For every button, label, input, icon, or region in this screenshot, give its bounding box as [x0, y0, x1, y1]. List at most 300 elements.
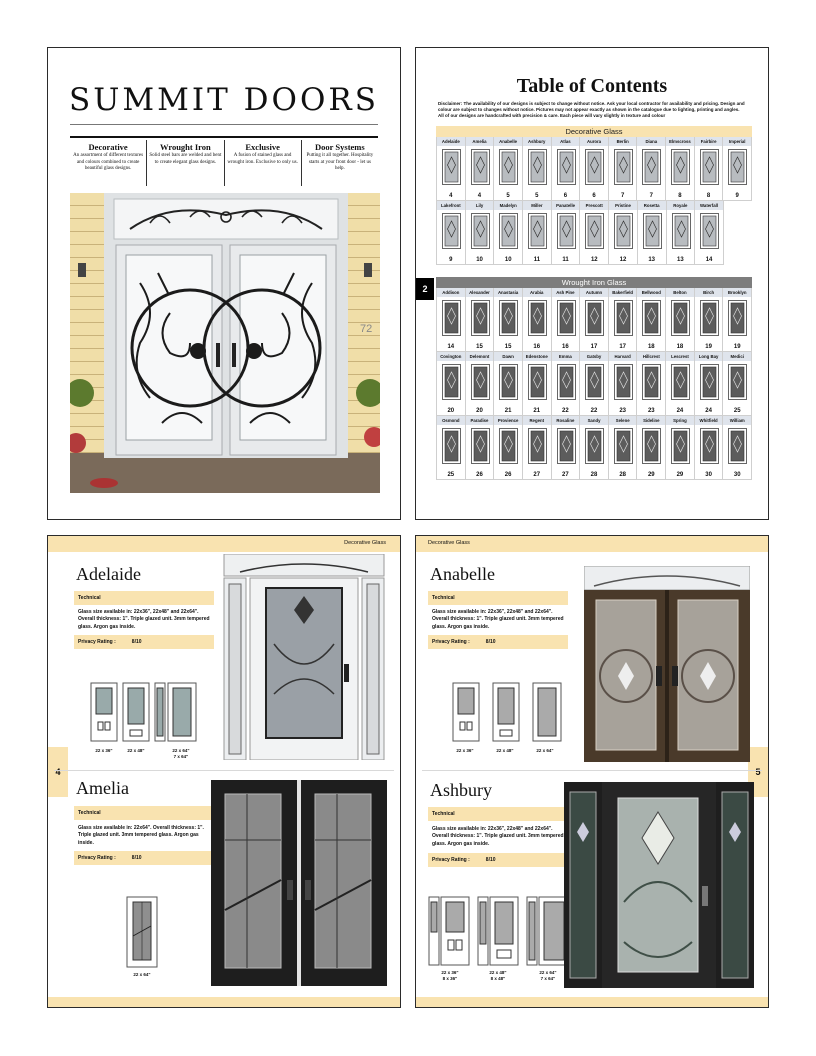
- toc-entry-page: 15: [476, 344, 483, 350]
- toc-entry-thumbnail: [471, 300, 489, 336]
- toc-wrought-section: [436, 277, 752, 480]
- toc-entry-page: 28: [590, 472, 598, 478]
- toc-entry[interactable]: [667, 201, 696, 265]
- feature-desc: Solid steel bars are welded and bent to create elegant glass designs.: [149, 153, 222, 165]
- toc-entry[interactable]: [695, 201, 724, 265]
- bottom-band: [48, 997, 400, 1007]
- privacy-rating-value: 8/10: [485, 857, 496, 863]
- toc-entry[interactable]: [466, 352, 495, 416]
- toc-entry-name: William: [723, 416, 751, 425]
- toc-entry-name: Whitfield: [695, 416, 723, 425]
- toc-entry[interactable]: [552, 137, 581, 201]
- toc-entry-thumbnail: [471, 213, 489, 249]
- privacy-rating-bar: [428, 853, 568, 867]
- privacy-rating-value: 8/10: [485, 639, 496, 645]
- size-caption: 22 x 64": [133, 972, 151, 977]
- toc-row: [436, 352, 752, 416]
- toc-row: [436, 416, 752, 480]
- size-caption-line: 8 x 48": [490, 976, 506, 982]
- toc-entry-name: Panatelle: [552, 201, 580, 210]
- toc-entry[interactable]: [580, 288, 609, 352]
- toc-entry-name: Hillcrest: [637, 352, 665, 361]
- toc-entry-name: Berlin: [609, 137, 637, 146]
- toc-entry-thumbnail: [700, 428, 718, 464]
- toc-entry-thumbnail: [442, 213, 460, 249]
- toc-entry-name: Madelyn: [494, 201, 522, 210]
- toc-entry-name: Adelaide: [437, 137, 465, 146]
- toc-entry[interactable]: [695, 352, 724, 416]
- cover-rule-thin: [70, 124, 378, 125]
- technical-bar: Technical: [428, 807, 568, 821]
- size-caption-line: 22 x 64": [172, 748, 190, 753]
- toc-entry-thumbnail: [557, 300, 575, 336]
- toc-entry-name: Selene: [609, 416, 637, 425]
- toc-entry-thumbnail: [557, 213, 575, 249]
- toc-row: [436, 137, 752, 201]
- toc-title: Table of Contents: [516, 75, 668, 97]
- toc-entry-page: 17: [619, 344, 626, 350]
- toc-entry-page: 5: [506, 193, 510, 199]
- toc-entry-page: 5: [535, 193, 539, 199]
- toc-entry-name: Bellwood: [637, 288, 665, 297]
- toc-entry-thumbnail: [643, 213, 661, 249]
- toc-entry-name: Royale: [667, 201, 695, 210]
- toc-entry-thumbnail: [557, 149, 575, 185]
- product-name: Anabelle: [430, 564, 495, 584]
- toc-entry-thumbnail: [671, 364, 689, 400]
- toc-entry[interactable]: [523, 288, 552, 352]
- toc-entry-thumbnail: [471, 149, 489, 185]
- toc-entry-page: 23: [619, 408, 626, 414]
- toc-entry-thumbnail: [614, 364, 632, 400]
- toc-entry-name: Spring: [666, 416, 694, 425]
- toc-entry-page: 16: [533, 344, 541, 350]
- toc-entry[interactable]: [523, 137, 552, 201]
- toc-entry-thumbnail: [700, 364, 718, 400]
- product-name: Adelaide: [76, 564, 141, 584]
- toc-entry-name: Fairbire: [695, 137, 723, 146]
- size-caption-line: 7 x 64": [173, 754, 189, 760]
- feature-decorative: [70, 140, 146, 186]
- toc-entry-page: 21: [504, 408, 512, 414]
- toc-entry-name: Sandy: [580, 416, 608, 425]
- toc-entry-page: 24: [705, 408, 712, 414]
- toc-entry-thumbnail: [471, 428, 489, 464]
- toc-entry[interactable]: [609, 201, 638, 265]
- toc-entry-name: Provience: [494, 416, 522, 425]
- toc-entry[interactable]: [723, 288, 752, 352]
- toc-entry[interactable]: [609, 416, 638, 480]
- toc-entry-page: 20: [447, 408, 455, 414]
- product-divider: [422, 770, 762, 771]
- toc-entry-page: 4: [477, 193, 482, 199]
- toc-entry-name: Osmond: [437, 416, 465, 425]
- toc-entry-thumbnail: [442, 300, 460, 336]
- toc-entry[interactable]: [609, 288, 638, 352]
- toc-entry-page: 12: [590, 257, 598, 263]
- toc-entry-name: Lescrest: [666, 352, 694, 361]
- toc-entry-name: Edenstone: [523, 352, 551, 361]
- toc-entry-page: 25: [447, 472, 455, 478]
- toc-entry[interactable]: [723, 352, 752, 416]
- toc-entry-page: 8: [678, 193, 682, 199]
- toc-entry[interactable]: [638, 201, 667, 265]
- disclaimer-text: Disclaimer: The availability of our designs is subject to change without notice. Ask your local contractor for availability and pricing. Design and colour are subject to changes without notice. Pictures may not appear exactly as shown in the catalogue due to lighting, printing and angles. All of our designs are handcrafted with precision & care. Each piece will vary slightly in texture and colour: [438, 101, 745, 119]
- toc-entry-name: Harvard: [609, 352, 637, 361]
- toc-entry-name: Regent: [523, 416, 551, 425]
- toc-row: [436, 201, 752, 265]
- toc-entry-thumbnail: [614, 300, 632, 336]
- toc-entry-thumbnail: [442, 428, 460, 464]
- toc-entry-name: Amelia: [466, 137, 494, 146]
- toc-entry-page: 8: [706, 193, 711, 199]
- toc-entry-page: 7: [649, 193, 653, 199]
- toc-entry-thumbnail: [499, 300, 517, 336]
- toc-row: [436, 288, 752, 352]
- toc-entry-name: Lily: [466, 201, 494, 210]
- adelaide-size-thumbnails: [90, 682, 200, 744]
- feature-desc: Putting it all together. Hospitality starts at your front door - let us help.: [306, 153, 374, 171]
- toc-entry[interactable]: [523, 201, 552, 265]
- toc-entry-name: Autumn: [580, 288, 608, 297]
- product-spec: Glass size available in: 22x36", 22x48" and 22x64". Overall thickness: 1". Triple glazed unit. 3mm tempered glass. Argon gas inside.: [78, 609, 210, 630]
- catalog-page-left: [47, 535, 401, 1008]
- size-caption: 22 x 64": [536, 748, 554, 753]
- privacy-rating-bar: [428, 635, 568, 649]
- technical-bar: Technical: [428, 591, 568, 605]
- toc-entry-page: 23: [647, 408, 655, 414]
- toc-entry-name: Ashbury: [523, 137, 551, 146]
- toc-entry-name: Diana: [637, 137, 665, 146]
- toc-entry-page: 14: [447, 344, 455, 350]
- feature-door-systems: [301, 140, 378, 186]
- toc-entry[interactable]: [523, 352, 552, 416]
- anabelle-door-image: [584, 566, 750, 762]
- toc-entry-thumbnail: [499, 149, 517, 185]
- toc-entry-name: Bakerfield: [609, 288, 637, 297]
- toc-entry-thumbnail: [499, 213, 517, 249]
- feature-title: Door Systems: [315, 142, 365, 152]
- toc-entry[interactable]: [466, 201, 495, 265]
- privacy-rating-label: Privacy Rating :: [78, 855, 116, 861]
- catalog-page-right: [415, 535, 769, 1008]
- toc-entry-page: 18: [647, 344, 655, 350]
- toc-entry[interactable]: [580, 137, 609, 201]
- toc-entry-name: Gatsby: [580, 352, 608, 361]
- toc-entry[interactable]: [437, 201, 466, 265]
- toc-entry-page: 11: [533, 257, 541, 263]
- adelaide-door-image: [220, 554, 388, 760]
- toc-entry-thumbnail: [442, 149, 460, 185]
- toc-entry-thumbnail: [671, 149, 689, 185]
- toc-entry-page: 6: [563, 193, 568, 199]
- toc-entry-name: Addison: [437, 288, 465, 297]
- toc-entry-page: 19: [733, 344, 741, 350]
- feature-title: Exclusive: [245, 142, 280, 152]
- toc-entry-page: 10: [504, 257, 512, 263]
- toc-entry-page: 16: [562, 344, 569, 350]
- toc-entry-thumbnail: [700, 149, 718, 185]
- privacy-rating-bar: [74, 851, 214, 865]
- toc-entry[interactable]: [437, 137, 466, 201]
- product-name: Ashbury: [430, 780, 492, 800]
- product-divider: [54, 770, 394, 771]
- toc-entry-thumbnail: [728, 428, 746, 464]
- toc-entry-page: 7: [620, 193, 625, 199]
- toc-entry[interactable]: [637, 352, 666, 416]
- toc-entry-name: Medici: [723, 352, 751, 361]
- toc-entry-thumbnail: [585, 428, 603, 464]
- toc-entry[interactable]: [666, 352, 695, 416]
- toc-entry[interactable]: [723, 416, 752, 480]
- feature-title: Wrought Iron: [159, 142, 211, 152]
- toc-entry-page: 27: [533, 472, 541, 478]
- toc-entry-page: 12: [619, 257, 627, 263]
- toc-entry-name: Aurora: [580, 137, 608, 146]
- toc-entry-name: Prescott: [580, 201, 608, 210]
- toc-entry-name: Dawn: [494, 352, 522, 361]
- toc-entry-thumbnail: [442, 364, 460, 400]
- toc-entry-name: Arabia: [523, 288, 551, 297]
- size-caption-line: 7 x 64": [540, 976, 556, 982]
- toc-entry-thumbnail: [557, 428, 575, 464]
- toc-entry-thumbnail: [614, 428, 632, 464]
- toc-entry-thumbnail: [642, 364, 660, 400]
- toc-entry-name: Paradise: [466, 416, 494, 425]
- toc-entry[interactable]: [552, 201, 581, 265]
- toc-entry-page: 22: [562, 408, 569, 414]
- size-caption-line: 22 x 48": [489, 970, 507, 975]
- toc-entry-name: Waterfall: [695, 201, 723, 210]
- toc-entry-name: Anabelle: [494, 137, 522, 146]
- page-number-tab: 4: [48, 747, 68, 797]
- size-caption: [478, 970, 518, 983]
- page-number-tab: 5: [748, 747, 768, 797]
- toc-entry-name: Imperial: [723, 137, 751, 146]
- toc-entry-name: Atlas: [552, 137, 580, 146]
- toc-entry[interactable]: [695, 137, 724, 201]
- decorative-glass-header: Decorative Glass: [436, 126, 752, 137]
- toc-entry[interactable]: [666, 416, 695, 480]
- toc-entry[interactable]: [437, 288, 466, 352]
- toc-entry-thumbnail: [672, 213, 690, 249]
- toc-entry-thumbnail: [585, 300, 603, 336]
- toc-entry-thumbnail: [499, 364, 517, 400]
- toc-entry-name: Ash Pine: [552, 288, 580, 297]
- toc-entry[interactable]: [637, 416, 666, 480]
- toc-entry-thumbnail: [557, 364, 575, 400]
- product-spec: Glass size available in: 22x36", 22x48" and 22x64". Overall thickness: 1". Triple glazed unit. 3mm tempered glass. Argon gas inside.: [432, 609, 564, 630]
- toc-page: [415, 47, 769, 520]
- toc-entry[interactable]: [580, 352, 609, 416]
- feature-wrought-iron: [146, 140, 223, 186]
- toc-entry[interactable]: [552, 288, 581, 352]
- toc-entry-name: Covington: [437, 352, 465, 361]
- size-caption-line: 22 x 64": [539, 970, 557, 975]
- toc-entry-page: 27: [562, 472, 569, 478]
- page-number-tab: 2: [416, 278, 434, 300]
- toc-entry-thumbnail: [499, 428, 517, 464]
- technical-bar: Technical: [74, 806, 214, 820]
- toc-entry-thumbnail: [642, 300, 660, 336]
- toc-entry-thumbnail: [614, 149, 632, 185]
- toc-entry[interactable]: [466, 416, 495, 480]
- toc-decorative-section: [436, 126, 752, 265]
- product-name: Amelia: [76, 778, 129, 798]
- toc-entry[interactable]: [466, 288, 495, 352]
- toc-entry-thumbnail: [585, 213, 603, 249]
- toc-entry[interactable]: [437, 352, 466, 416]
- toc-entry-page: 11: [562, 257, 569, 263]
- toc-entry[interactable]: [580, 416, 609, 480]
- toc-entry[interactable]: [494, 288, 523, 352]
- toc-entry-page: 13: [677, 257, 684, 263]
- toc-entry-thumbnail: [642, 428, 660, 464]
- technical-bar: Technical: [74, 591, 214, 605]
- toc-entry[interactable]: [494, 137, 523, 201]
- toc-entry-name: Anastasia: [494, 288, 522, 297]
- toc-entry-page: 13: [648, 257, 655, 263]
- toc-entry-thumbnail: [671, 428, 689, 464]
- feature-desc: An assortment of different textures and colours combined to create beautiful glass designs.: [73, 153, 144, 171]
- toc-entry-thumbnail: [528, 428, 546, 464]
- toc-entry-thumbnail: [728, 364, 746, 400]
- cover-page: [47, 47, 401, 520]
- toc-entry-page: 14: [705, 257, 713, 263]
- toc-entry-thumbnail: [728, 300, 746, 336]
- toc-entry[interactable]: [523, 416, 552, 480]
- toc-entry[interactable]: [695, 288, 724, 352]
- toc-entry-thumbnail: [614, 213, 632, 249]
- double-door-illustration: [70, 193, 380, 493]
- toc-entry-name: Rosaline: [552, 416, 580, 425]
- toc-entry-page: 15: [504, 344, 512, 350]
- ashbury-door-image: [564, 782, 754, 988]
- toc-entry-page: 29: [647, 472, 655, 478]
- cover-rule-thick: [70, 136, 378, 138]
- house-number: 72: [360, 323, 373, 335]
- size-caption-line: 22 x 36": [441, 970, 459, 975]
- toc-entry-page: 29: [676, 472, 684, 478]
- toc-entry-page: 26: [504, 472, 512, 478]
- toc-entry[interactable]: [494, 352, 523, 416]
- product-spec: Glass size available in: 22x36", 22x48" and 22x64". Overall thickness: 1". Triple glazed unit. 3mm tempered glass. Argon gas inside.: [432, 826, 564, 847]
- toc-entry-page: 20: [476, 408, 483, 414]
- feature-title: Decorative: [88, 142, 128, 152]
- section-label: Decorative Glass: [344, 540, 386, 546]
- privacy-rating-value: 8/10: [131, 639, 142, 645]
- product-spec: Glass size available in: 22x64". Overall thickness: 1". Triple glazed unit. 3mm tempered glass. Argon gas inside.: [78, 825, 204, 846]
- feature-columns: [70, 140, 378, 186]
- toc-entry[interactable]: [494, 416, 523, 480]
- feature-desc: A fusion of stained glass and wrought iron. Exclusive to only us.: [227, 153, 298, 165]
- toc-entry-thumbnail: [700, 213, 718, 249]
- toc-entry[interactable]: [466, 137, 495, 201]
- toc-entry-name: Brooklyn: [723, 288, 751, 297]
- toc-entry-page: 19: [705, 344, 712, 350]
- toc-entry-thumbnail: [585, 149, 603, 185]
- toc-entry-thumbnail: [642, 149, 660, 185]
- size-caption: [430, 970, 470, 983]
- toc-entry[interactable]: [494, 201, 523, 265]
- toc-entry-page: 25: [733, 408, 741, 414]
- amelia-size-thumbnail: [126, 896, 158, 968]
- toc-entry[interactable]: [637, 288, 666, 352]
- toc-entry[interactable]: [695, 416, 724, 480]
- toc-entry-thumbnail: [728, 149, 746, 185]
- toc-entry-thumbnail: [671, 300, 689, 336]
- toc-entry[interactable]: [580, 201, 609, 265]
- privacy-rating-label: Privacy Rating :: [78, 639, 116, 645]
- anabelle-size-thumbnails: [452, 682, 562, 744]
- toc-entry-name: Emma: [552, 352, 580, 361]
- section-label: Decorative Glass: [428, 540, 470, 546]
- toc-entry-name: Pristine: [609, 201, 637, 210]
- toc-entry[interactable]: [609, 352, 638, 416]
- toc-entry[interactable]: [666, 137, 695, 201]
- toc-entry-page: 26: [476, 472, 483, 478]
- toc-entry-page: 10: [476, 257, 483, 263]
- toc-entry[interactable]: [637, 137, 666, 201]
- toc-entry-name: Rosetta: [638, 201, 666, 210]
- cover-title: SUMMIT DOORS: [69, 82, 379, 118]
- toc-entry[interactable]: [666, 288, 695, 352]
- toc-entry-name: Lakefront: [437, 201, 465, 210]
- toc-entry-name: Alexander: [466, 288, 494, 297]
- cover-photo: [70, 193, 380, 493]
- privacy-rating-value: 8/10: [131, 855, 142, 861]
- toc-entry-page: 6: [592, 193, 596, 199]
- toc-entry-page: 18: [676, 344, 684, 350]
- toc-entry-thumbnail: [528, 149, 546, 185]
- ashbury-size-thumbnails: [428, 896, 574, 966]
- toc-entry-thumbnail: [700, 300, 718, 336]
- toc-entry[interactable]: [552, 416, 581, 480]
- privacy-rating-label: Privacy Rating :: [432, 857, 470, 863]
- toc-entry-name: Delemont: [466, 352, 494, 361]
- toc-entry-thumbnail: [471, 364, 489, 400]
- toc-entry-name: Sideline: [637, 416, 665, 425]
- size-caption: 22 x 36": [456, 748, 474, 753]
- toc-entry-page: 30: [733, 472, 741, 478]
- toc-entry[interactable]: [552, 352, 581, 416]
- toc-entry[interactable]: [723, 137, 752, 201]
- privacy-rating-label: Privacy Rating :: [432, 639, 470, 645]
- size-caption: [528, 970, 568, 983]
- size-caption: 22 x 36": [95, 748, 113, 753]
- size-caption: 22 x 48": [496, 748, 514, 753]
- toc-entry-name: Miller: [523, 201, 551, 210]
- toc-entry-thumbnail: [528, 213, 546, 249]
- toc-entry-page: 28: [619, 472, 626, 478]
- feature-exclusive: [224, 140, 301, 186]
- toc-entry-page: 24: [676, 408, 684, 414]
- toc-entry-page: 22: [590, 408, 598, 414]
- toc-entry-name: Birch: [695, 288, 723, 297]
- toc-entry[interactable]: [609, 137, 638, 201]
- toc-entry-thumbnail: [528, 364, 546, 400]
- size-caption-line: 8 x 36": [442, 976, 458, 982]
- toc-entry-page: 30: [705, 472, 712, 478]
- toc-entry[interactable]: [437, 416, 466, 480]
- size-caption: [164, 748, 198, 761]
- toc-entry-page: 9: [449, 257, 453, 263]
- toc-entry-name: Elmscross: [666, 137, 694, 146]
- privacy-rating-bar: [74, 635, 214, 649]
- bottom-band: [416, 997, 768, 1007]
- toc-entry-page: 17: [590, 344, 598, 350]
- amelia-door-image: [211, 780, 387, 986]
